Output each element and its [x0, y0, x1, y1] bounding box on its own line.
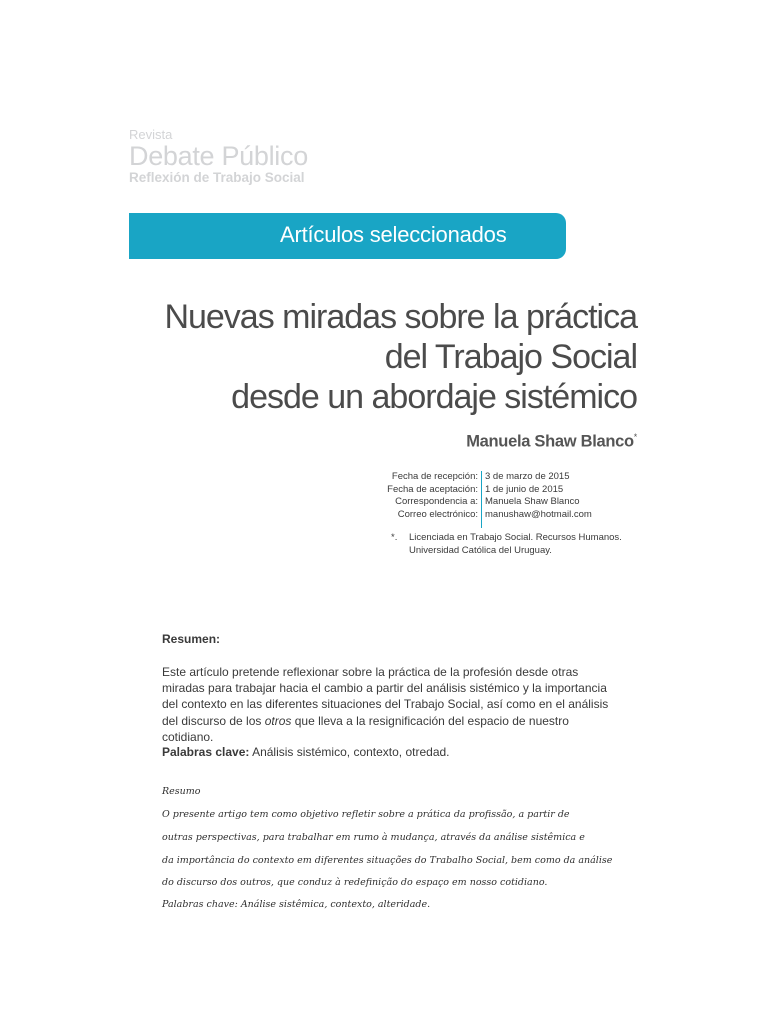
abstract-text-part-2: que lleva a la resignificación del espacio de nuestro cotidiano. — [162, 713, 569, 744]
author-name: Manuela Shaw Blanco — [466, 432, 634, 451]
portuguese-line: da importância do contexto em diferentes situações do Trabalho Social, bem como da análise — [162, 855, 613, 866]
metadata-divider — [481, 471, 482, 528]
keywords-text: Análisis sistémico, contexto, otredad. — [249, 745, 450, 759]
metadata-key: Fecha de recepción: — [391, 471, 478, 482]
portuguese-line: O presente artigo tem como objetivo refletir sobre a prática da profissão, a partir de — [162, 809, 570, 820]
portuguese-keywords: Palabras chave: Análise sistêmica, contexto, alteridade. — [162, 899, 431, 910]
metadata-value-received: 3 de marzo de 2015 — [485, 471, 570, 482]
section-banner-label: Artículos seleccionados — [280, 222, 507, 247]
masthead-subtitle: Reflexión de Trabajo Social — [129, 170, 305, 185]
footnote-mark: *. — [391, 532, 398, 543]
title-line-2: del Trabajo Social — [384, 338, 637, 376]
keywords — [162, 745, 450, 759]
metadata-value-email: manushaw@hotmail.com — [485, 508, 592, 520]
article-metadata — [360, 471, 660, 531]
author-footnote-mark: * — [633, 432, 637, 442]
abstract-text-part-1: Este artículo pretende reflexionar sobre la práctica de la profesión desde otras miradas para trabajar hacia el cambio a partir del análisis sistémico y la importancia del contexto en las diferentes situaciones del Trabajo Social, así como en el análisis del discurso de los — [162, 665, 609, 728]
footnote-text — [409, 532, 649, 557]
metadata-values — [485, 471, 655, 521]
footnote-line-1: Licenciada en Trabajo Social. Recursos Humanos. — [409, 532, 622, 543]
metadata-value-correspondence: Manuela Shaw Blanco — [485, 496, 580, 507]
article-author — [466, 432, 637, 452]
article-title — [117, 297, 637, 417]
abstract-text — [162, 664, 612, 745]
metadata-key: Correo electrónico: — [397, 508, 478, 520]
abstract-italic-word: otros — [264, 713, 292, 728]
metadata-key: Correspondencia a: — [395, 496, 478, 507]
portuguese-heading: Resumo — [162, 786, 201, 797]
abstract-heading: Resumen: — [162, 632, 221, 646]
masthead-title: Debate Público — [129, 141, 308, 171]
footnote-line-2: Universidad Católica del Uruguay. — [409, 544, 552, 556]
journal-masthead — [129, 128, 308, 186]
keywords-label: Palabras clave: — [162, 745, 250, 759]
metadata-keys — [360, 471, 478, 521]
portuguese-line: outras perspectivas, para trabalhar em rumo à mudança, através da análise sistêmica e — [162, 832, 585, 843]
title-line-1: Nuevas miradas sobre la práctica — [164, 298, 637, 336]
portuguese-line: do discurso dos outros, que conduz à redefinição do espaço em nosso cotidiano. — [162, 877, 548, 888]
title-line-3: desde un abordaje sistémico — [231, 378, 637, 416]
metadata-key: Fecha de aceptación: — [387, 483, 478, 495]
metadata-value-accepted: 1 de junio de 2015 — [485, 483, 564, 495]
masthead-revista: Revista — [129, 127, 173, 142]
section-banner — [129, 213, 566, 259]
